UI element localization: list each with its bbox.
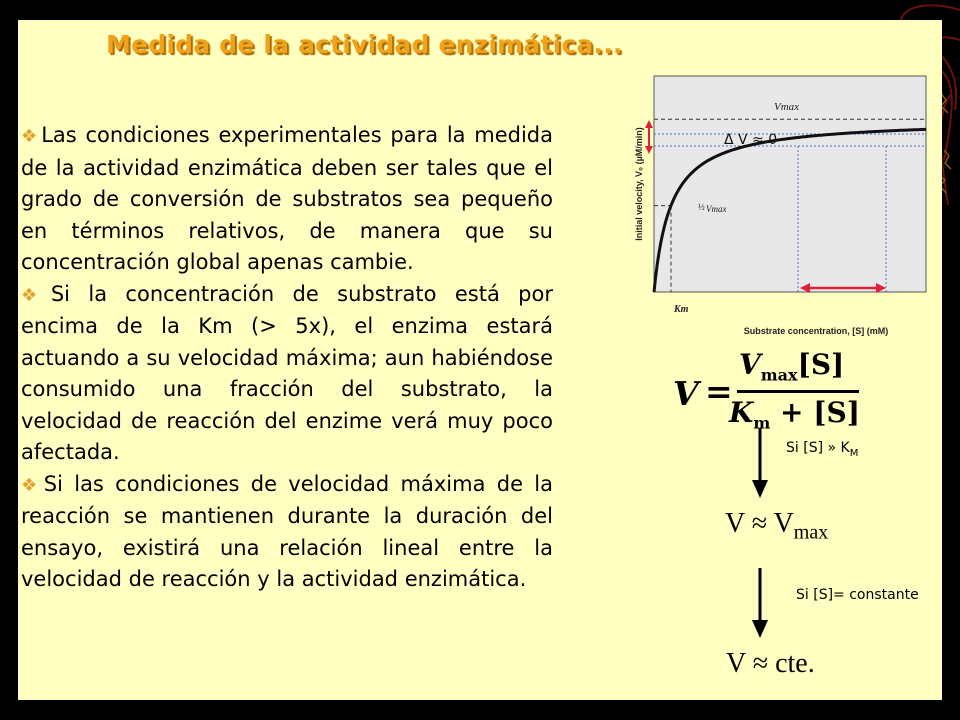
paragraph-text: Las condiciones experimentales para la medida de la actividad enzimática deben ser tales que el grado de conversión de substratos sea pequeño en términos relativos, de manera que su concentración global apenas cambie. [21,123,553,274]
result-1-sub: max [793,521,829,544]
paragraph-text: Si la concentración de substrato está por encima de la Km (> 5x), el enzima estará actuando a su velocidad máxima; aun habiéndose consumido una fracción del substrato, la velocidad de reacción del enzime verá muy poco afectada. [21,281,553,464]
numerator-tail: [S] [797,348,845,381]
result-2: V ≈ cte. [726,648,815,679]
diamond-bullet-icon: ❖ [21,474,42,496]
paragraph-text: Si las condiciones de velocidad máxima de la reacción se mantienen durante la duración del ensayo, existirá una relación lineal entre la velocidad de reacción y la actividad enzimática. [21,471,553,591]
michaelis-menten-equation [673,348,863,438]
diamond-bullet-icon: ❖ [21,284,49,306]
bullet-paragraph-1 [21,120,553,279]
down-arrow-1 [748,428,772,498]
down-arrow-2 [748,568,772,638]
km-label: Km [674,304,689,315]
diamond-bullet-icon: ❖ [21,126,40,147]
fraction-bar [737,390,859,393]
delta-v-label: Δ V ≈ 0 [724,132,778,148]
body-text [21,120,553,596]
michaelis-menten-chart [606,64,930,344]
slide-title: Medida de la actividad enzimática... [106,30,623,59]
denominator-tail: + [S] [770,396,860,429]
numerator-sub: max [760,365,798,385]
half-vmax-label: Vmax [706,204,727,214]
bullet-paragraph-2 [21,279,553,469]
slide [18,20,942,700]
half-vmax-fraction: ½ [698,202,705,212]
denominator-sub: m [753,413,771,433]
equation-numerator [739,348,844,385]
equation-lhs: V [673,374,699,413]
equation-equals: = [705,372,733,411]
y-axis-label: Initial velocity, V₀ (µM/min) [634,127,644,241]
numerator-base: V [739,348,761,381]
condition-2-label: Si [S]= constante [796,587,919,603]
result-1 [725,508,828,545]
vmax-label: Vmax [774,101,800,113]
condition-1-text: Si [S] » K [786,440,850,456]
x-axis-label: Substrate concentration, [S] (mM) [743,326,889,336]
bullet-paragraph-3 [21,469,553,596]
condition-1-sub: M [849,447,859,459]
denominator-base: K [729,396,754,429]
result-1-text: V ≈ V [725,508,794,539]
condition-1-label [786,440,858,459]
